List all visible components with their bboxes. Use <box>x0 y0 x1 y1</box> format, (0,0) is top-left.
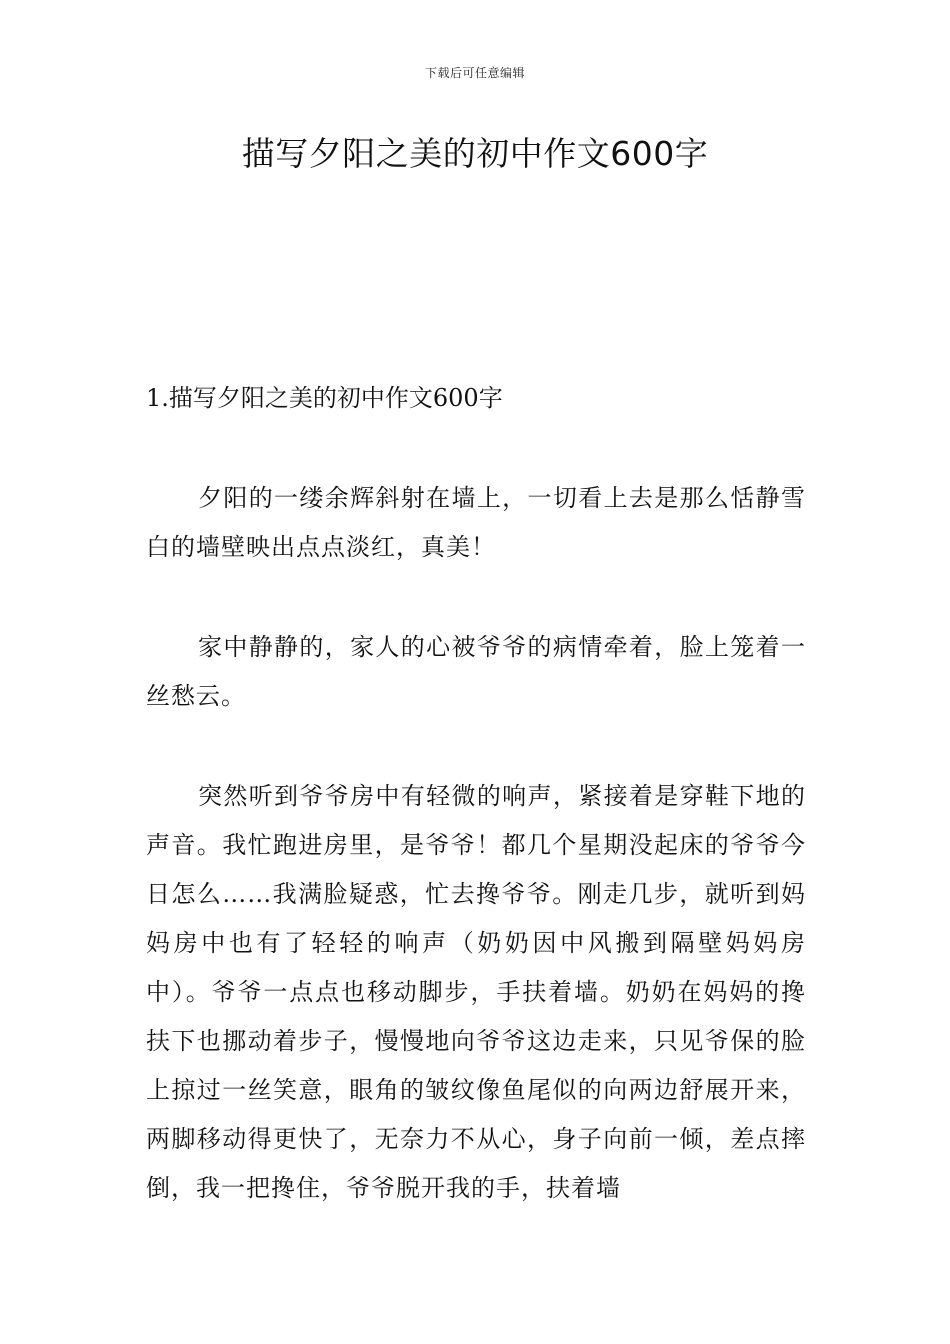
header-note: 下载后可任意编辑 <box>424 66 525 80</box>
paragraph-text: 突然听到爷爷房中有轻微的响声，紧接着是穿鞋下地的声音。我忙跑进房里，是爷爷！都几个星期没起床的爷爷今日怎么……我满脸疑惑，忙去搀爷爷。刚走几步，就听到妈妈房中也有了轻轻的响声（奶奶因中风搬到隔壁妈妈房中）。爷爷一点点也移动脚步，手扶着墙。奶奶在妈妈的搀扶下也挪动着步子，慢慢地向爷爷这边走来，只见爷保的脸上掠过一丝笑意，眼角的皱纹像鱼尾似的向两边舒展开来，两脚移动得更快了，无奈力不从心，身子向前一倾，差点摔倒，我一把搀住，爷爷脱开我的手，扶着墙 <box>146 782 806 1202</box>
paragraph-3 <box>146 772 806 1213</box>
paragraph-2 <box>146 623 806 721</box>
paragraph-text: 家中静静的，家人的心被爷爷的病情牵着，脸上笼着一丝愁云。 <box>146 633 806 710</box>
paragraph-1 <box>146 474 806 572</box>
page-title: 描写夕阳之美的初中作文600字 <box>241 134 709 173</box>
paragraph-text: 夕阳的一缕余辉斜射在墙上，一切看上去是那么恬静雪白的墙壁映出点点淡红，真美！ <box>146 484 806 561</box>
section-heading: 1.描写夕阳之美的初中作文600字 <box>146 384 503 412</box>
